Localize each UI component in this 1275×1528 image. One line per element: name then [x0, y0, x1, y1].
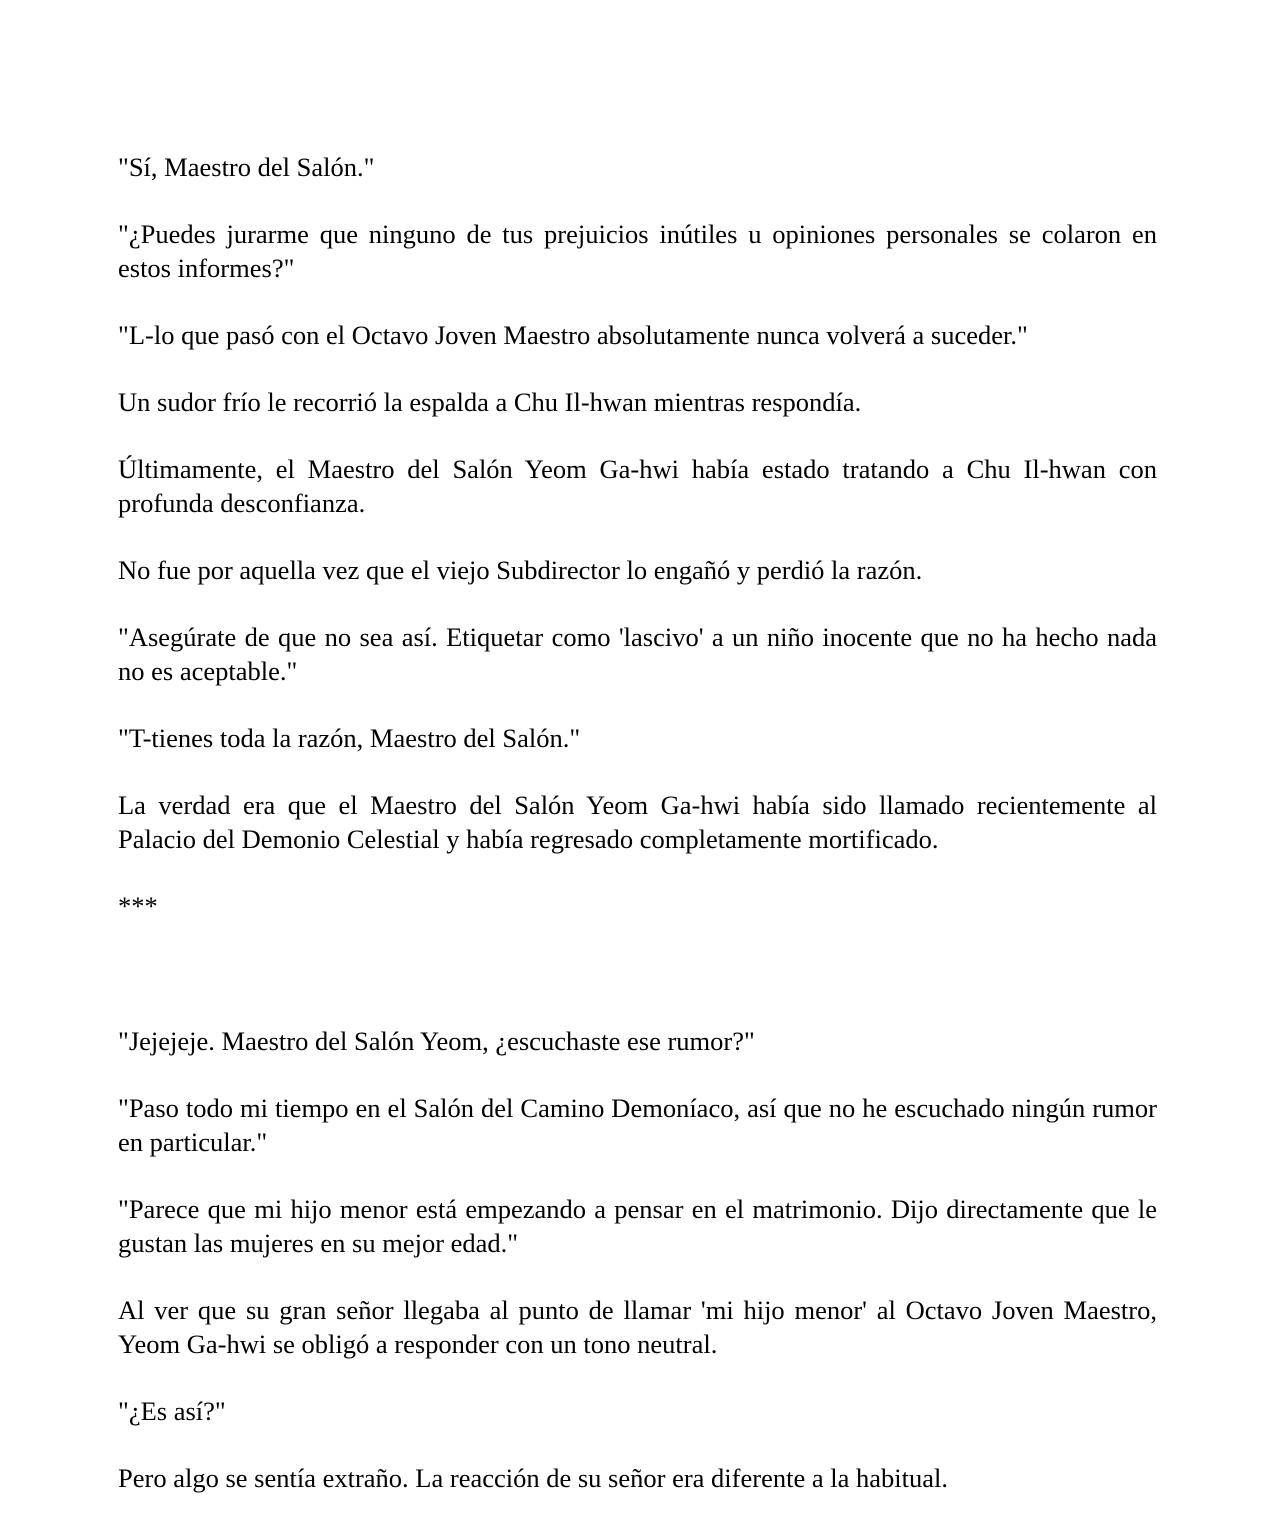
paragraph: "¿Puedes jurarme que ninguno de tus prejuicios inútiles u opiniones personales se colaron en estos informes?"	[118, 219, 1157, 283]
paragraph: "Paso todo mi tiempo en el Salón del Camino Demoníaco, así que no he escuchado ningún rumor en particular."	[118, 1093, 1157, 1157]
paragraph: "¿Es así?"	[118, 1396, 226, 1426]
document-page	[118, 150, 1157, 1528]
paragraph: "Parece que mi hijo menor está empezando a pensar en el matrimonio. Dijo directamente que le gustan las mujeres en su mejor edad."	[118, 1194, 1157, 1258]
paragraph: "Jejejeje. Maestro del Salón Yeom, ¿escuchaste ese rumor?"	[118, 1026, 755, 1056]
paragraph: "L-lo que pasó con el Octavo Joven Maestro absolutamente nunca volverá a suceder."	[118, 320, 1028, 350]
paragraph: "T-tienes toda la razón, Maestro del Salón."	[118, 723, 581, 753]
paragraph: "Asegúrate de que no sea así. Etiquetar como 'lascivo' a un niño inocente que no ha hecho nada no es aceptable."	[118, 622, 1157, 686]
paragraph: La verdad era que el Maestro del Salón Yeom Ga-hwi había sido llamado recientemente al Palacio del Demonio Celestial y había regresado completamente mortificado.	[118, 790, 1157, 854]
section-gap	[118, 923, 1157, 1024]
section-divider: ***	[118, 891, 158, 921]
paragraph: Últimamente, el Maestro del Salón Yeom Ga-hwi había estado tratando a Chu Il-hwan con profunda desconfianza.	[118, 454, 1157, 518]
paragraph: Al ver que su gran señor llegaba al punto de llamar 'mi hijo menor' al Octavo Joven Maestro, Yeom Ga-hwi se obligó a responder con un tono neutral.	[118, 1295, 1157, 1359]
paragraph: Un sudor frío le recorrió la espalda a Chu Il-hwan mientras respondía.	[118, 387, 862, 417]
paragraph: "Sí, Maestro del Salón."	[118, 152, 375, 182]
paragraph: Pero algo se sentía extraño. La reacción de su señor era diferente a la habitual.	[118, 1463, 948, 1493]
paragraph: No fue por aquella vez que el viejo Subdirector lo engañó y perdió la razón.	[118, 555, 923, 585]
